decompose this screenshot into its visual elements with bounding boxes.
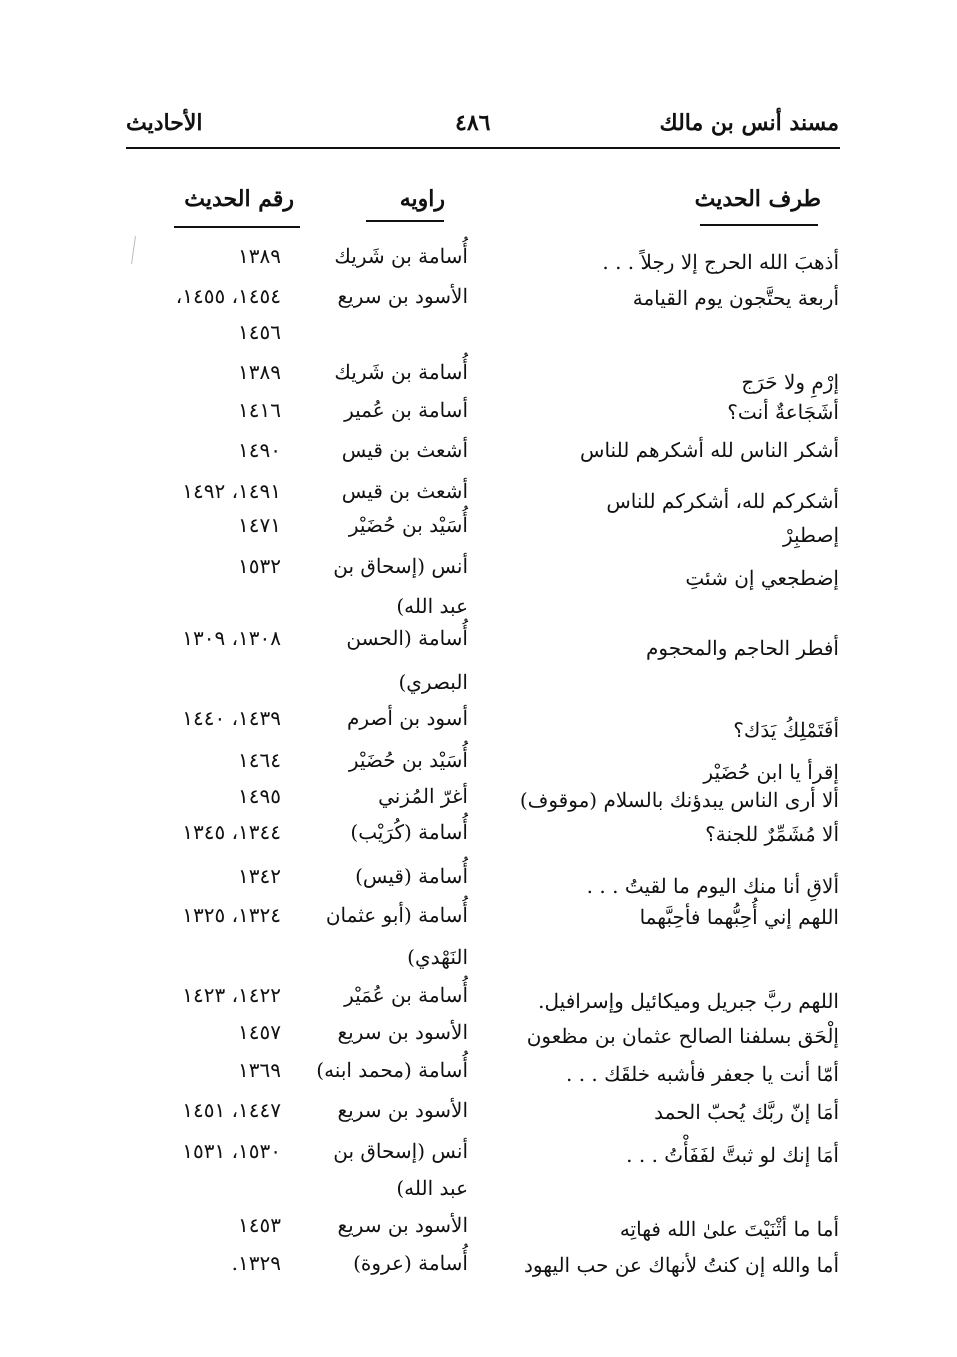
hadith-number: ١٣٢٩. xyxy=(231,1251,281,1275)
narrator: أغرّ المُزني xyxy=(378,784,468,808)
narrator: أُسَيْد بن حُضَيْر xyxy=(348,748,468,772)
hadith-number: ١٤٥٤، ١٤٥٥، xyxy=(175,284,281,308)
hadith-number: ١٤٩١، ١٤٩٢ xyxy=(182,479,281,503)
hadith-number: ١٤٧١ xyxy=(238,513,281,537)
narrator: أسامة بن عُمير xyxy=(344,398,468,422)
hadith-text: إقرأ يا ابن حُضَيْر xyxy=(703,760,839,784)
hadith-number: ١٣٨٩ xyxy=(238,244,281,268)
narrator: أُسامة بن شَريك xyxy=(334,360,468,384)
narrator: أُسامة (أبو عثمان xyxy=(325,903,468,927)
narrator: أشعث بن قيس xyxy=(341,479,468,503)
narrator: أُسامة بن شَريك xyxy=(334,244,468,268)
hadith-number: ١٥٣٠، ١٥٣١ xyxy=(182,1139,281,1163)
hadith-text: إرْمِ ولا حَرَج xyxy=(741,370,839,394)
column-header-number: رقم الحديث xyxy=(184,186,294,212)
narrator: عبد الله) xyxy=(396,1176,468,1200)
hadith-number: ١٤٢٢، ١٤٢٣ xyxy=(182,983,281,1007)
column-header-text: طرف الحديث xyxy=(694,186,821,212)
hadith-number: ١٤٥٧ xyxy=(238,1020,281,1044)
hadith-number: ١٤٤٧، ١٤٥١ xyxy=(182,1098,281,1122)
narrator: أشعث بن قيس xyxy=(341,438,468,462)
hadith-text: اللهم إني أُحِبُّهما فأحِبَّهما xyxy=(639,905,839,929)
running-title: مسند أنس بن مالك xyxy=(659,110,839,136)
narrator: أُسامة (محمد ابنه) xyxy=(316,1058,468,1082)
hadith-text: إلْحَق بسلفنا الصالح عثمان بن مظعون xyxy=(526,1024,839,1048)
hadith-number: ١٤٥٦ xyxy=(238,320,281,344)
hadith-number: ١٤٩٠ xyxy=(238,438,281,462)
narrator: أُسامة بن عُمَيْر xyxy=(344,983,468,1007)
hadith-text: أفطر الحاجم والمحجوم xyxy=(645,636,839,660)
narrator: عبد الله) xyxy=(396,594,468,618)
narrator: أُسَيْد بن حُضَيْر xyxy=(348,513,468,537)
column-header-narrator: راويه xyxy=(399,186,445,212)
narrator: أسود بن أصرم xyxy=(346,706,468,730)
narrator: أنس (إسحاق بن xyxy=(333,554,468,578)
hadith-text: إضطجعي إن شئتِ xyxy=(685,566,839,590)
page-number: ٤٨٦ xyxy=(455,110,491,136)
hadith-text: أفَتَمْلِكُ يَدَك؟ xyxy=(733,718,839,742)
hadith-number: ١٣٨٩ xyxy=(238,360,281,384)
hadith-number: ١٤٥٣ xyxy=(238,1213,281,1237)
hadith-text: أشكركم لله، أشكركم للناس xyxy=(606,489,839,513)
narrator: أُسامة (الحسن xyxy=(346,626,468,650)
narrator: الأسود بن سريع xyxy=(337,1020,468,1044)
hadith-number: ١٣٤٢ xyxy=(238,864,281,888)
hadith-text: ألا أرى الناس يبدؤنك بالسلام (موقوف) xyxy=(519,788,839,812)
hadith-text: ألاقِ أنا منك اليوم ما لقيتُ . . . xyxy=(586,874,839,898)
narrator: أنس (إسحاق بن xyxy=(333,1139,468,1163)
narrator: أُسامة (عروة) xyxy=(353,1251,468,1275)
narrator: النَهْدي) xyxy=(407,945,468,969)
hadith-number: ١٤٩٥ xyxy=(238,784,281,808)
narrator: الأسود بن سريع xyxy=(337,1213,468,1237)
hadith-number: ١٤٦٤ xyxy=(238,748,281,772)
hadith-number: ١٥٣٢ xyxy=(238,554,281,578)
narrator: الأسود بن سريع xyxy=(337,1098,468,1122)
hadith-text: أمَا إنّ ربَّك يُحبّ الحمد xyxy=(654,1100,839,1124)
hadith-text: اللهم ربَّ جبريل وميكائيل وإسرافيل. xyxy=(538,989,839,1013)
narrator: أُسامة (كُرَيْب) xyxy=(350,820,468,844)
hadith-text: أشَجَاعةٌ أنت؟ xyxy=(727,400,839,424)
hadith-text: أما ما أثْنَيْتَ علىٰ الله فهاتِه xyxy=(619,1217,839,1241)
hadith-number: ١٣٢٤، ١٣٢٥ xyxy=(182,903,281,927)
hadith-text: أذهبَ الله الحرج إلا رجلاً . . . xyxy=(602,250,839,274)
hadith-text: أما والله إن كنتُ لأنهاك عن حب اليهود xyxy=(523,1253,839,1277)
section-title: الأحاديث xyxy=(126,110,203,136)
hadith-text: ألا مُشَمِّرٌ للجنة؟ xyxy=(705,822,839,846)
hadith-number: ١٤١٦ xyxy=(238,398,281,422)
hadith-text: أمَا إنك لو ثبتَّ لفَفَأْتُ . . . xyxy=(626,1143,839,1167)
hadith-text: إصطبِرْ xyxy=(782,523,839,547)
hadith-number: ١٣٦٩ xyxy=(238,1058,281,1082)
hadith-text: أشكر الناس لله أشكرهم للناس xyxy=(580,438,839,462)
hadith-number: ١٣٤٤، ١٣٤٥ xyxy=(182,820,281,844)
narrator: البصري) xyxy=(398,670,468,694)
hadith-text: أمّا أنت يا جعفر فأشبه خلقَك . . . xyxy=(565,1062,839,1086)
narrator: الأسود بن سريع xyxy=(337,284,468,308)
hadith-text: أربعة يحتَّجون يوم القيامة xyxy=(632,286,839,310)
narrator: أُسامة (قيس) xyxy=(355,864,468,888)
hadith-number: ١٣٠٨، ١٣٠٩ xyxy=(182,626,281,650)
hadith-number: ١٤٣٩، ١٤٤٠ xyxy=(182,706,281,730)
